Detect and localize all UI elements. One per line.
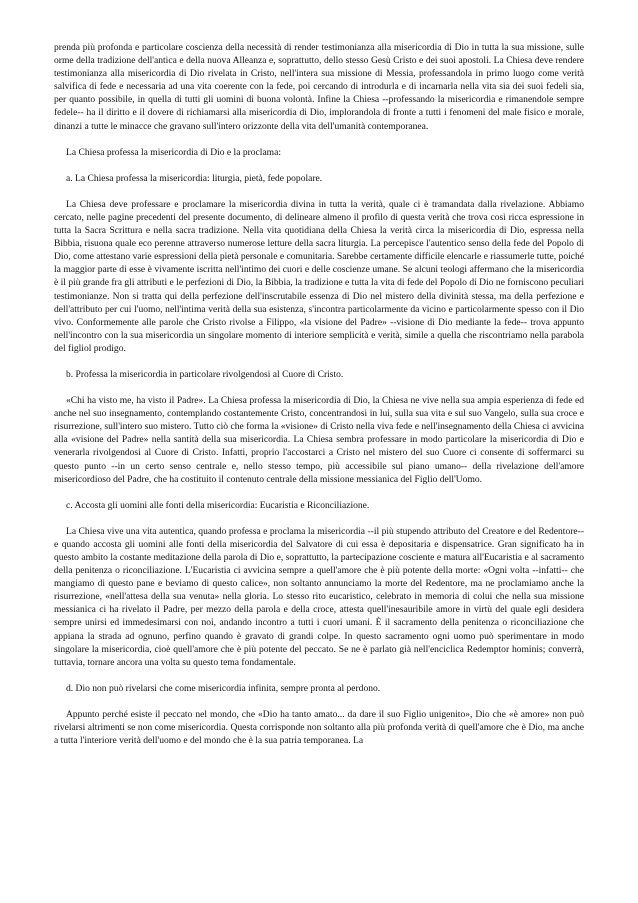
paragraph-c: La Chiesa vive una vita autentica, quando professa e proclama la misericordia --il più stupendo attributo del Creatore e del Redentore-- e quando accosta gli uomini alle fonti della misericordia del Salvatore di cui essa è depositaria e dispensatrice. Gran significato ha in questo ambito la costante meditazione della parola di Dio e, soprattutto, la partecipazione cosciente e matura all'Eucaristia e al sacramento della penitenza o riconciliazione. L'Eucaristia ci avvicina sempre a quell'amore che è più potente della morte: «Ogni volta --infatti-- che mangiamo di questo pane e beviamo di questo calice», non soltanto annunciamo la morte del Redentore, ma ne proclamiamo anche la risurrezione, «nell'attesa della sua venuta» nella gloria. Lo stesso rito eucaristico, celebrato in memoria di colui che nella sua missione messianica ci ha rivelato il Padre, per mezzo della parola e della croce, attesta quell'inesauribile amore in virtù del quale egli desidera sempre unirsi ed immedesimarsi con noi, andando incontro a tutti i cuori umani. È il sacramento della penitenza o riconciliazione che appiana la strada ad ognuno, perfino quando è gravato di grandi colpe. In questo sacramento ogni uomo può sperimentare in modo singolare la misericordia, cioè quell'amore che è più potente del peccato. Se ne è parlato già nell'enciclica Redemptor hominis; converrà, tuttavia, tornare ancora una volta su questo tema fondamentale. — [54, 525, 584, 668]
paragraph-d: Appunto perché esiste il peccato nel mondo, che «Dio ha tanto amato... da dare il suo Figlio unigenito», Dio che «è amore» non può rivelarsi altrimenti se non come misericordia. Questa corrisponde non soltanto alla più profonda verità di quell'amore che è Dio, ma anche a tutta l'interiore verità dell'uomo e del mondo che è la sua patria temporanea. La — [54, 708, 584, 747]
subsection-heading-c: c. Accosta gli uomini alle fonti della misericordia: Eucaristia e Riconciliazione. — [66, 499, 370, 511]
section-heading-main: La Chiesa professa la misericordia di Dio e la proclama: — [66, 146, 281, 158]
subsection-heading-b: b. Professa la misericordia in particolare rivolgendosi al Cuore di Cristo. — [66, 368, 344, 380]
paragraph-intro: prenda più profonda e particolare coscienza della necessità di render testimonianza alla misericordia di Dio in tutta la sua missione, sulle orme della tradizione dell'antica e della nuova Alleanza e, soprattutto, dello stesso Gesù Cristo e dei suoi apostoli. La Chiesa deve rendere testimonianza alla misericordia di Dio rivelata in Cristo, nell'intera sua missione di Messia, professandola in primo luogo come verità salvifica di fede e necessaria ad una vita coerente con la fede, poi cercando di introdurla e di incarnarla nella vita sia dei suoi fedeli sia, per quanto possibile, in quella di tutti gli uomini di buona volontà. Infine la Chiesa --professando la misericordia e rimanendole sempre fedele-- ha il diritto e il dovere di richiamarsi alla misericordia di Dio, implorandola di fronte a tutti i fenomeni del male fisico e morale, dinanzi a tutte le minacce che gravano sull'intero orizzonte della vita dell'umanità contemporanea. — [54, 42, 584, 132]
subsection-heading-d: d. Dio non può rivelarsi che come misericordia infinita, sempre pronta al perdono. — [66, 682, 381, 694]
paragraph-a: La Chiesa deve professare e proclamare la misericordia divina in tutta la verità, quale ci è tramandata dalla rivelazione. Abbiamo cercato, nelle pagine precedenti del presente documento, di delineare almeno il profilo di questa verità che trova così ricca espressione in tutta la Sacra Scrittura e nella sacra tradizione. Nella vita quotidiana della Chiesa la verità circa la misericordia di Dio, espressa nella Bibbia, risuona quale eco perenne attraverso numerose letture della sacra liturgia. La percepisce l'autentico senso della fede del Popolo di Dio, come attestano varie espressioni della pietà personale e comunitaria. Sarebbe certamente difficile elencarle e riassumerle tutte, poiché la maggior parte di esse è vivamente iscritta nell'intimo dei cuori e delle coscienze umane. Se alcuni teologi affermano che la misericordia è il più grande fra gli attributi e le perfezioni di Dio, la Bibbia, la tradizione e tutta la vita di fede del Popolo di Dio ne forniscono peculiari testimonianze. Non si tratta qui della perfezione dell'inscrutabile essenza di Dio nel mistero della divinità stessa, ma della perfezione e dell'attributo per cui l'uomo, nell'intima verità della sua esistenza, s'incontra particolarmente da vicino e particolarmente spesso con il Dio vivo. Conformemente alle parole che Cristo rivolse a Filippo, «la visione del Padre» --visione di Dio mediante la fede-- trova appunto nell'incontro con la sua misericordia un singolare momento di interiore semplicità e verità, simile a quella che riscontriamo nella parabola del figliol prodigo. — [54, 198, 584, 354]
subsection-heading-a: a. La Chiesa professa la misericordia: liturgia, pietà, fede popolare. — [66, 172, 323, 184]
paragraph-b: «Chi ha visto me, ha visto il Padre». La Chiesa professa la misericordia di Dio, la Chiesa ne vive nella sua ampia esperienza di fede ed anche nel suo insegnamento, contemplando costantemente Cristo, concentrandosi in lui, sulla sua vita e sul suo Vangelo, sulla sua croce e risurrezione, sull'intero suo mistero. Tutto ciò che forma la «visione» di Cristo nella viva fede e nell'insegnamento della Chiesa ci avvicina alla «visione del Padre» nella santità della sua misericordia. La Chiesa sembra professare in modo particolare la misericordia di Dio e venerarla rivolgendosi al Cuore di Cristo. Infatti, proprio l'accostarci a Cristo nel mistero del suo Cuore ci consente di soffermarci su questo punto --in un certo senso centrale e, nello stesso tempo, più accessibile sul piano umano-- della rivelazione dell'amore misericordioso del Padre, che ha costituito il contenuto centrale della missione messianica del Figlio dell'Uomo. — [54, 395, 584, 485]
